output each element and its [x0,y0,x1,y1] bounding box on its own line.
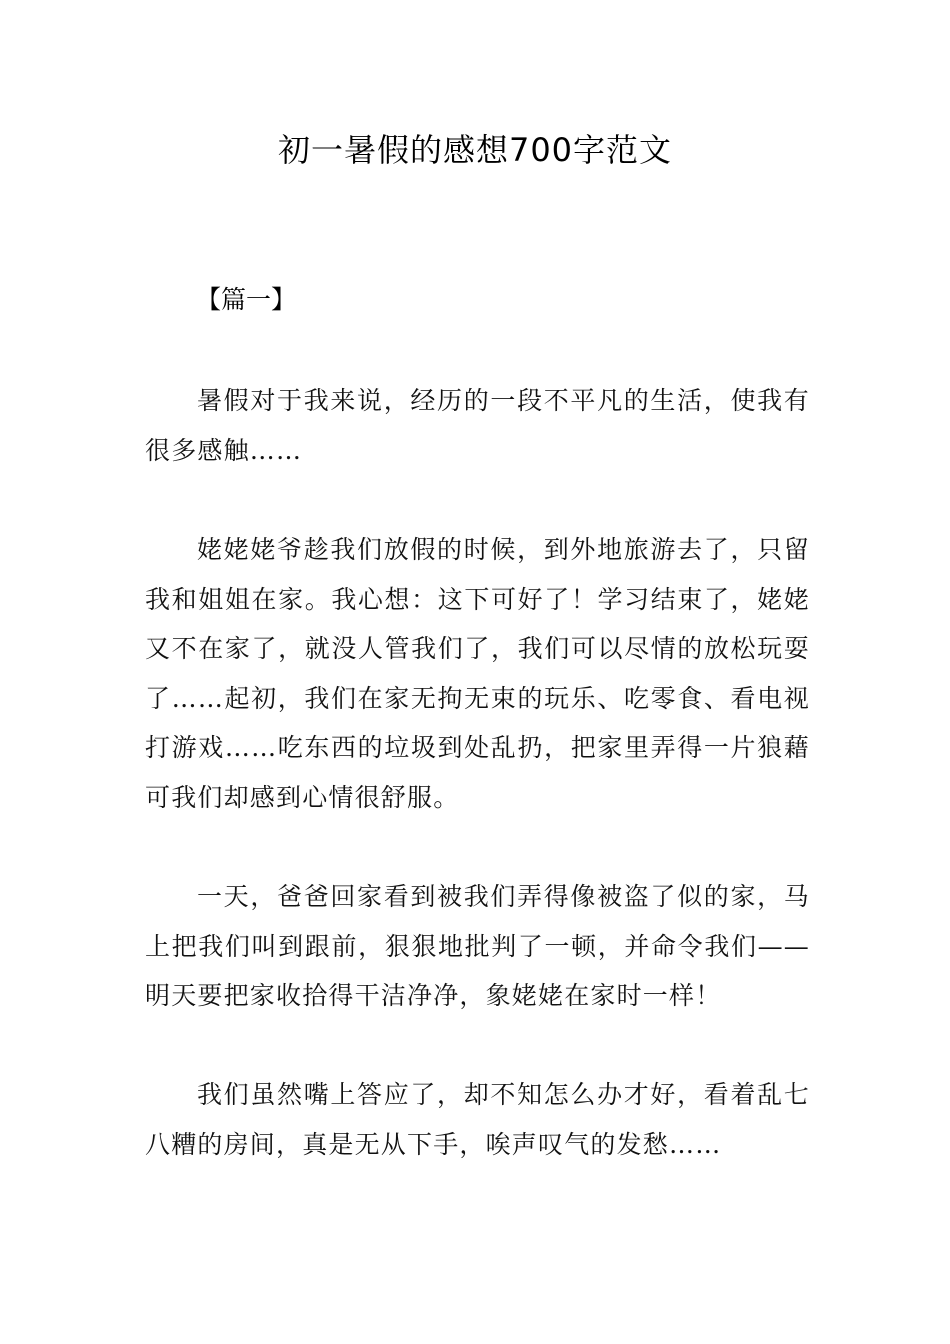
paragraph-2: 姥姥姥爷趁我们放假的时候，到外地旅游去了，只留我和姐姐在家。我心想：这下可好了！学习结束了，姥姥又不在家了，就没人管我们了，我们可以尽情的放松玩耍了……起初，我们在家无拘无束的玩乐、吃零食、看电视打游戏……吃东西的垃圾到处乱扔，把家里弄得一片狼藉可我们却感到心情很舒服。 [145,535,810,812]
paragraph-3: 一天，爸爸回家看到被我们弄得像被盗了似的家，马上把我们叫到跟前，狠狠地批判了一顿，并命令我们——明天要把家收拾得干洁净净，象姥姥在家时一样！ [145,882,810,1010]
paragraph-4: 我们虽然嘴上答应了，却不知怎么办才好，看着乱七八糟的房间，真是无从下手，唉声叹气的发愁…… [145,1080,810,1159]
section-heading: 【篇一】 [196,285,297,314]
paragraph-1: 暑假对于我来说，经历的一段不平凡的生活，使我有很多感触…… [145,386,810,465]
document-title: 初一暑假的感想700字范文 [277,131,673,169]
